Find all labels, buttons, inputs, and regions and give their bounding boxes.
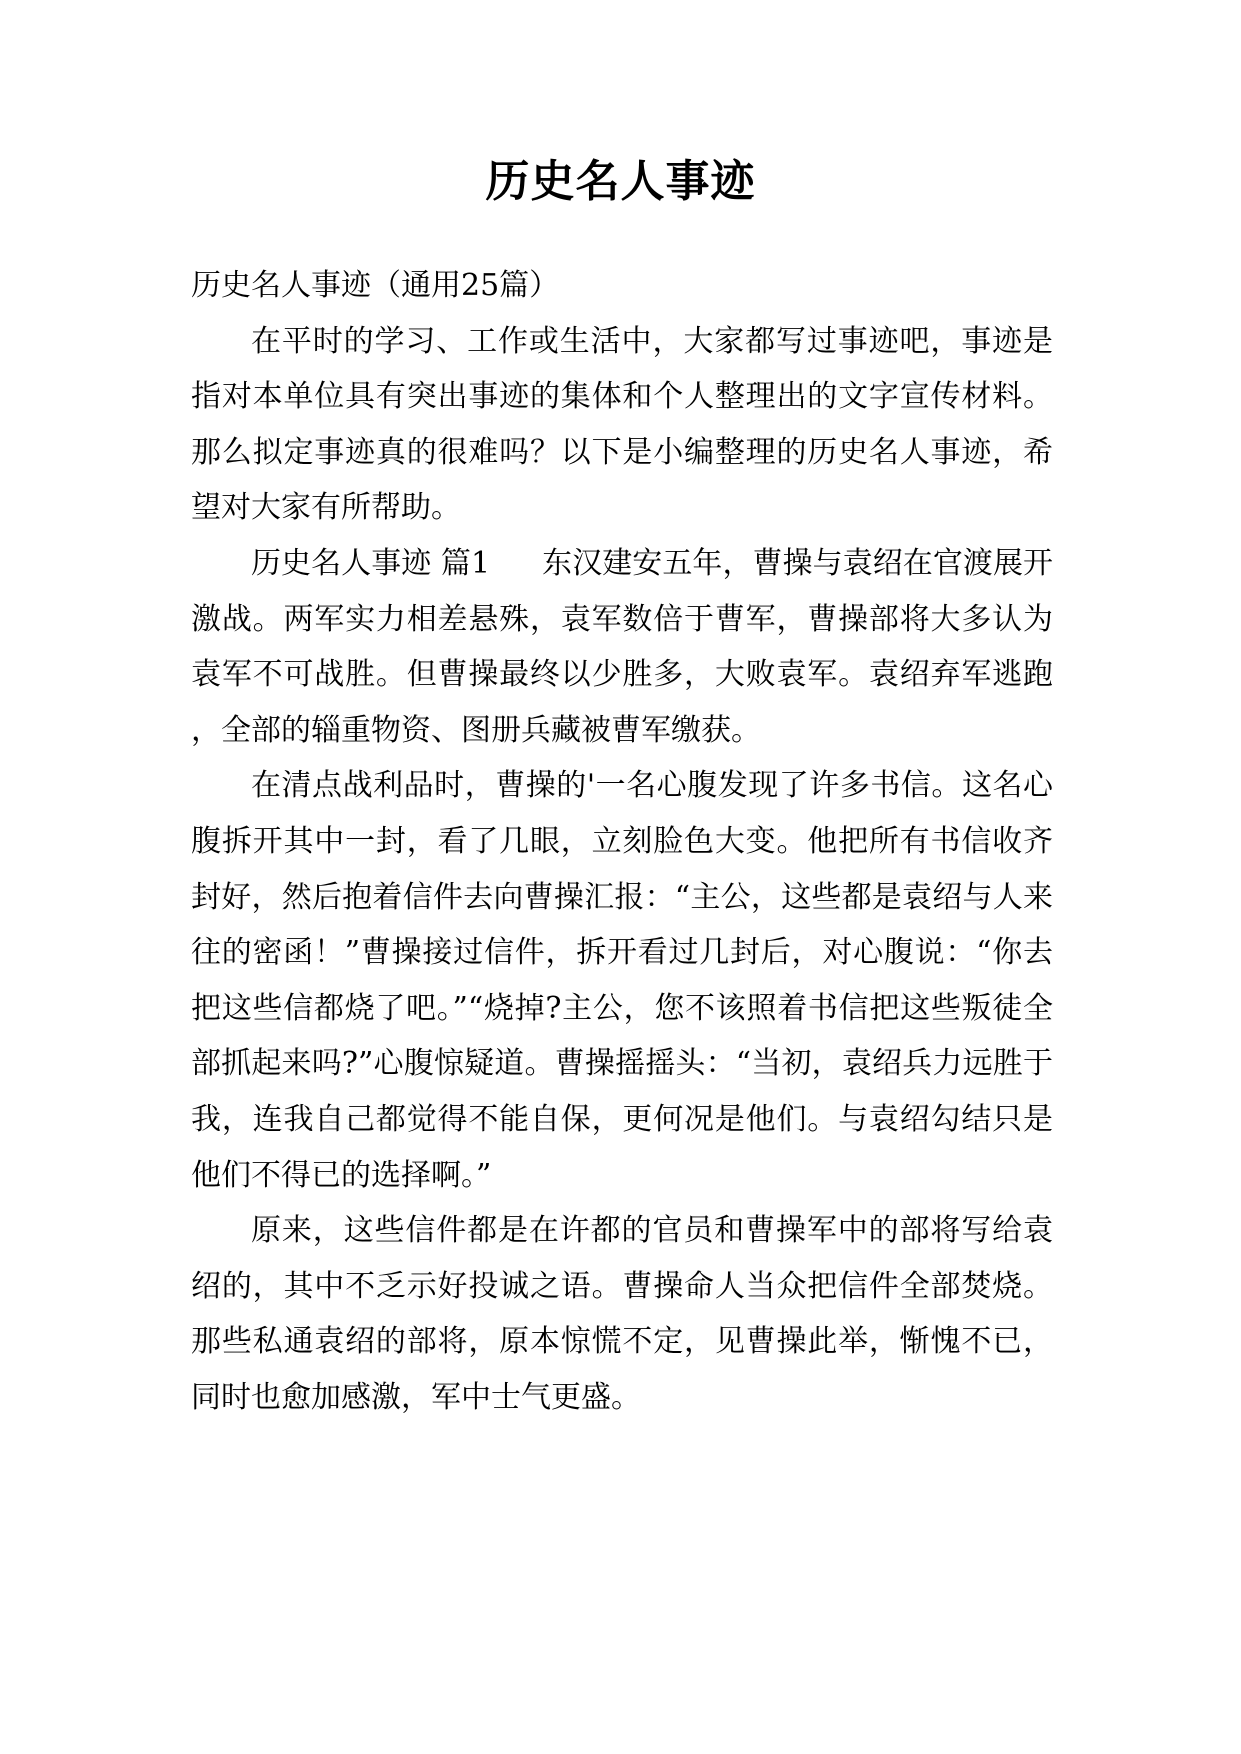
section-1-paragraph-1 xyxy=(191,536,1053,758)
intro-paragraph: 在平时的学习、工作或生活中，大家都写过事迹吧，事迹是指对本单位具有突出事迹的集体和个人整理出的文字宣传材料。那么拟定事迹真的很难吗？以下是小编整理的历史名人事迹，希望对大家有所帮助。 xyxy=(191,323,1053,526)
section-1-paragraph-2: 在清点战利品时，曹操的'一名心腹发现了许多书信。这名心腹拆开其中一封，看了几眼，立刻脸色大变。他把所有书信收齐封好，然后抱着信件去向曹操汇报：“主公，这些都是袁绍与人来往的密函！”曹操接过信件，拆开看过几封后，对心腹说：“你去把这些信都烧了吧。”“烧掉?主公，您不该照着书信把这些叛徒全部抓起来吗?”心腹惊疑道。曹操摇摇头：“当初，袁绍兵力远胜于我，连我自己都觉得不能自保，更何况是他们。与袁绍勾结只是他们不得已的选择啊。” xyxy=(191,768,1053,1193)
document-title: 历史名人事迹 xyxy=(485,156,756,207)
section-1-heading: 历史名人事迹 篇1 xyxy=(251,545,491,581)
section-1-paragraph-1-text: 东汉建安五年，曹操与袁绍在官渡展开激战。两军实力相差悬殊，袁军数倍于曹军，曹操部将大多认为袁军不可战胜。但曹操最终以少胜多，大败袁军。袁绍弃军逃跑，全部的辎重物资、图册兵藏被曹军缴获。 xyxy=(191,545,1054,748)
section-1-paragraph-3: 原来，这些信件都是在许都的官员和曹操军中的部将写给袁绍的，其中不乏示好投诚之语。曹操命人当众把信件全部焚烧。那些私通袁绍的部将，原本惊慌不定，见曹操此举，惭愧不已，同时也愈加感激，军中士气更盛。 xyxy=(191,1213,1053,1415)
document-subtitle: 历史名人事迹（通用25篇） xyxy=(191,268,560,303)
document-body xyxy=(191,258,1053,1425)
